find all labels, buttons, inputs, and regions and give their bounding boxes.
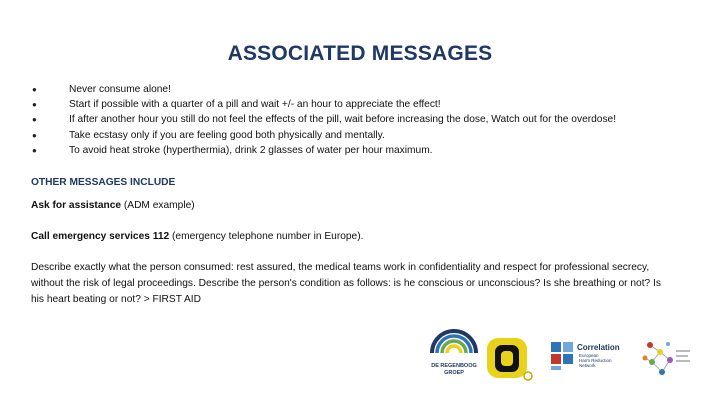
assistance-paragraph [31,198,671,214]
correlation-sub3: Network [579,363,596,368]
network-logo [643,342,691,375]
emergency-bold: Call emergency services 112 [31,231,170,242]
bullet-text: Take ecstasy only if you are feeling good both physically and mentally. [69,129,385,141]
bullet-text: To avoid heat stroke (hyperthermia), drink 2 glasses of water per hour maximum. [69,144,433,156]
bullet-dot: ● [32,130,37,140]
list-item [30,143,690,158]
bullet-text: If after another hour you still do not feel the effects of the pill, wait before increasing the dose, Watch out for the overdose! [69,114,617,126]
bullet-list [30,82,690,158]
describe-paragraph: Describe exactly what the person consumed: rest assured, the medical teams work in confidentiality and respect for professional secrecy, without the risk of legal proceedings. Describe the person's condition as follows: is he conscious or unconscious? Is she breathing or not? Is his heart beating or not? > FIRST AID [31,262,661,305]
o-logo [487,338,532,380]
correlation-title: Correlation [577,343,620,352]
regenboog-line1: DE REGENBOOG [431,363,477,369]
emergency-paragraph [31,229,671,245]
bullet-dot: ● [32,100,37,110]
page-title: ASSOCIATED MESSAGES [227,42,493,65]
correlation-sub2: Harm Reduction [579,358,612,363]
assistance-bold: Ask for assistance [31,200,122,211]
correlation-sub1: European [579,353,599,358]
list-item [30,112,690,127]
regenboog-logo [431,331,477,376]
list-item [30,97,690,112]
correlation-logo [551,342,620,370]
bullet-dot: ● [32,145,37,155]
list-item [30,128,690,143]
assistance-rest: (ADM example) [121,200,195,211]
bullet-dot: ● [32,115,37,125]
bullet-text: Start if possible with a quarter of a pill and wait +/- an hour to appreciate the effect! [69,99,441,111]
list-item [30,82,690,97]
bullet-text: Never consume alone! [69,84,171,95]
other-messages-heading: OTHER MESSAGES INCLUDE [31,177,176,188]
regenboog-line2: GROEP [444,370,464,376]
emergency-rest: (emergency telephone number in Europe). [169,231,364,242]
bullet-dot: ● [32,85,37,94]
